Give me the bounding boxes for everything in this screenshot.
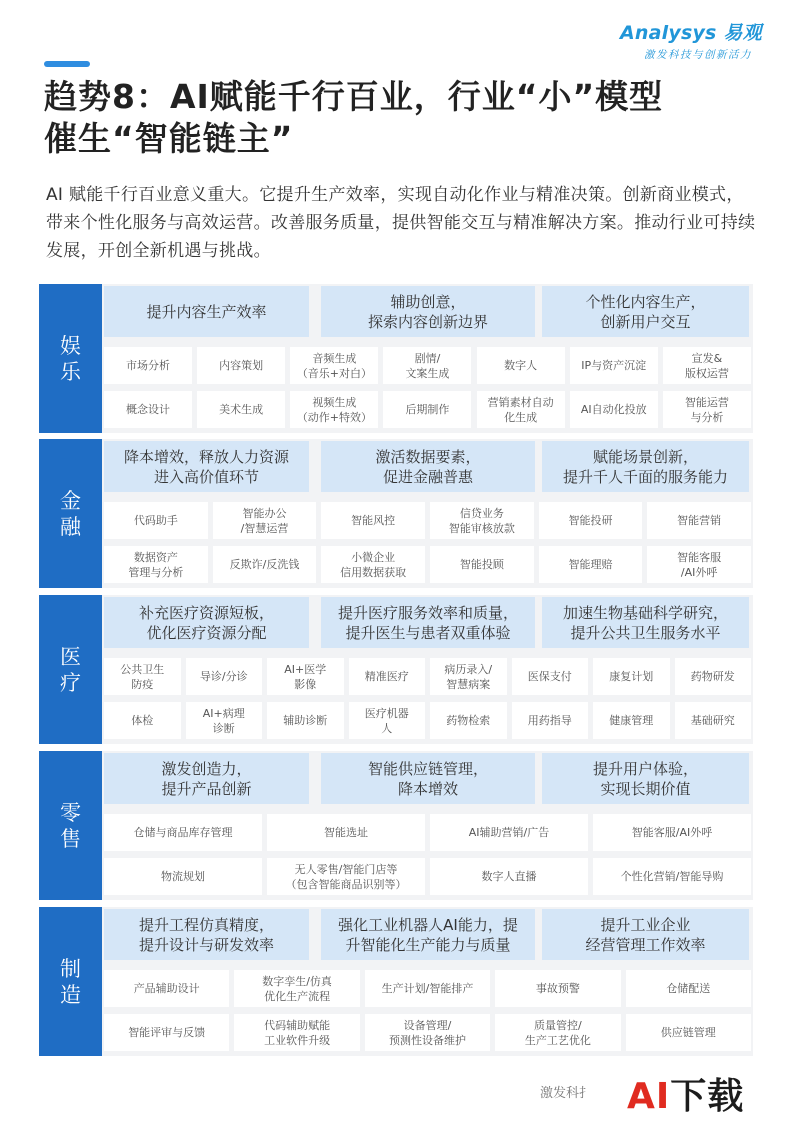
objective-box: 提升医疗服务效率和质量， 提升医生与患者双重体验 bbox=[321, 597, 535, 648]
industry-label-text: 制造 bbox=[60, 956, 81, 1007]
application-cell: 药物研发 bbox=[675, 658, 752, 695]
application-cell: AI+医学 影像 bbox=[267, 658, 344, 695]
application-cell: 美术生成 bbox=[197, 391, 285, 428]
application-cell: 医疗机器 人 bbox=[349, 702, 426, 739]
industry-section bbox=[39, 439, 753, 588]
brand-logo bbox=[620, 18, 780, 68]
industry-section bbox=[39, 284, 753, 433]
objective-box: 提升用户体验， 实现长期价值 bbox=[542, 753, 749, 804]
industry-label-text: 医疗 bbox=[60, 644, 81, 695]
objective-box: 辅助创意， 探索内容创新边界 bbox=[321, 286, 535, 337]
application-cell: 智能风控 bbox=[321, 502, 425, 539]
industry-label bbox=[39, 439, 102, 588]
application-cell: 智能选址 bbox=[267, 814, 425, 851]
application-cell: 公共卫生 防疫 bbox=[104, 658, 181, 695]
objective-box: 个性化内容生产， 创新用户交互 bbox=[542, 286, 749, 337]
objective-box: 激发创造力， 提升产品创新 bbox=[104, 753, 309, 804]
objective-box: 强化工业机器人AI能力，提 升智能化生产能力与质量 bbox=[321, 909, 535, 960]
objective-box: 降本增效，释放人力资源 进入高价值环节 bbox=[104, 441, 309, 492]
industry-label bbox=[39, 284, 102, 433]
application-cell: 康复计划 bbox=[593, 658, 670, 695]
application-cell: 宣发& 版权运营 bbox=[663, 347, 751, 384]
application-cell: 仓储配送 bbox=[626, 970, 751, 1007]
application-cell: 个性化营销/智能导购 bbox=[593, 858, 751, 895]
application-cell: 数字人直播 bbox=[430, 858, 588, 895]
footer-brand-logo bbox=[627, 1068, 744, 1119]
application-cell: AI自动化投放 bbox=[570, 391, 658, 428]
application-cell: 智能投研 bbox=[539, 502, 643, 539]
application-cell: 精准医疗 bbox=[349, 658, 426, 695]
industry-label-text: 零售 bbox=[60, 800, 81, 851]
application-cell: 导诊/分诊 bbox=[186, 658, 263, 695]
application-cell: 智能理赔 bbox=[539, 546, 643, 583]
industry-body bbox=[102, 284, 753, 433]
application-cell: 用药指导 bbox=[512, 702, 589, 739]
application-cell: IP与资产沉淀 bbox=[570, 347, 658, 384]
application-cell: 事故预警 bbox=[495, 970, 620, 1007]
application-cell: 智能运营 与分析 bbox=[663, 391, 751, 428]
objective-box: 智能供应链管理， 降本增效 bbox=[321, 753, 535, 804]
page-title: 趋势8：AI赋能千行百业，行业“小”模型 催生“智能链主” bbox=[44, 77, 664, 158]
application-cell: 药物检索 bbox=[430, 702, 507, 739]
application-cell: 市场分析 bbox=[104, 347, 192, 384]
industry-body bbox=[102, 595, 753, 744]
application-cell: 物流规划 bbox=[104, 858, 262, 895]
application-cell: 基础研究 bbox=[675, 702, 752, 739]
objective-box: 提升工业企业 经营管理工作效率 bbox=[542, 909, 749, 960]
industry-body bbox=[102, 751, 753, 900]
application-cell: 数字人 bbox=[477, 347, 565, 384]
objective-box: 加速生物基础科学研究， 提升公共卫生服务水平 bbox=[542, 597, 749, 648]
application-cell: 反欺诈/反洗钱 bbox=[213, 546, 317, 583]
footer-brand-ai: AI bbox=[627, 1076, 671, 1117]
application-cell: 智能客服 /AI外呼 bbox=[647, 546, 751, 583]
logo-wordmark: Analysys 易观 bbox=[620, 22, 762, 44]
industry-body bbox=[102, 907, 753, 1056]
industry-section bbox=[39, 595, 753, 744]
application-cell: 辅助诊断 bbox=[267, 702, 344, 739]
objective-box: 提升内容生产效率 bbox=[104, 286, 309, 337]
application-cell: 视频生成 （动作+特效） bbox=[290, 391, 378, 428]
application-cell: 病历录入/ 智慧病案 bbox=[430, 658, 507, 695]
application-cell: 剧情/ 文案生成 bbox=[383, 347, 471, 384]
application-cell: 小微企业 信用数据获取 bbox=[321, 546, 425, 583]
application-cell: 代码辅助赋能 工业软件升级 bbox=[234, 1014, 359, 1051]
industry-label bbox=[39, 907, 102, 1056]
footer-brand-rest: 下载 bbox=[670, 1076, 745, 1117]
objective-box: 提升工程仿真精度， 提升设计与研发效率 bbox=[104, 909, 309, 960]
industry-label-text: 娱乐 bbox=[60, 333, 81, 384]
application-cell: 内容策划 bbox=[197, 347, 285, 384]
logo-tagline: 激发科技与创新活力 bbox=[644, 49, 752, 61]
industry-label-text: 金融 bbox=[60, 488, 81, 539]
industry-body bbox=[102, 439, 753, 588]
application-cell: 健康管理 bbox=[593, 702, 670, 739]
application-cell: 产品辅助设计 bbox=[104, 970, 229, 1007]
application-cell: 概念设计 bbox=[104, 391, 192, 428]
application-cell: 智能营销 bbox=[647, 502, 751, 539]
footer-text: 激发科扌 bbox=[540, 1086, 593, 1101]
application-cell: 营销素材自动 化生成 bbox=[477, 391, 565, 428]
application-cell: AI辅助营销/广告 bbox=[430, 814, 588, 851]
application-cell: 医保支付 bbox=[512, 658, 589, 695]
application-cell: 音频生成 （音乐+对白） bbox=[290, 347, 378, 384]
application-cell: 仓储与商品库存管理 bbox=[104, 814, 262, 851]
title-accent-bar bbox=[44, 61, 90, 67]
application-cell: 无人零售/智能门店等 （包含智能商品识别等） bbox=[267, 858, 425, 895]
application-cell: 体检 bbox=[104, 702, 181, 739]
industry-section bbox=[39, 907, 753, 1056]
industry-label bbox=[39, 595, 102, 744]
application-cell: 供应链管理 bbox=[626, 1014, 751, 1051]
application-cell: AI+病理 诊断 bbox=[186, 702, 263, 739]
application-cell: 智能客服/AI外呼 bbox=[593, 814, 751, 851]
application-cell: 数据资产 管理与分析 bbox=[104, 546, 208, 583]
industry-label bbox=[39, 751, 102, 900]
objective-box: 补充医疗资源短板， 优化医疗资源分配 bbox=[104, 597, 309, 648]
intro-paragraph: AI 赋能千行百业意义重大。它提升生产效率，实现自动化作业与精准决策。创新商业模式，带来个性化服务与高效运营。改善服务质量，提供智能交互与精准解决方案。推动行业可持续发展，开创全新机遇与挑战。 bbox=[46, 185, 756, 261]
application-cell: 设备管理/ 预测性设备维护 bbox=[365, 1014, 490, 1051]
objective-box: 赋能场景创新， 提升千人千面的服务能力 bbox=[542, 441, 749, 492]
application-cell: 生产计划/智能排产 bbox=[365, 970, 490, 1007]
application-cell: 后期制作 bbox=[383, 391, 471, 428]
objective-box: 激活数据要素， 促进金融普惠 bbox=[321, 441, 535, 492]
application-cell: 代码助手 bbox=[104, 502, 208, 539]
application-cell: 质量管控/ 生产工艺优化 bbox=[495, 1014, 620, 1051]
application-cell: 智能评审与反馈 bbox=[104, 1014, 229, 1051]
application-cell: 信贷业务 智能审核放款 bbox=[430, 502, 534, 539]
application-cell: 智能办公 /智慧运营 bbox=[213, 502, 317, 539]
industry-section bbox=[39, 751, 753, 900]
application-cell: 智能投顾 bbox=[430, 546, 534, 583]
application-cell: 数字孪生/仿真 优化生产流程 bbox=[234, 970, 359, 1007]
